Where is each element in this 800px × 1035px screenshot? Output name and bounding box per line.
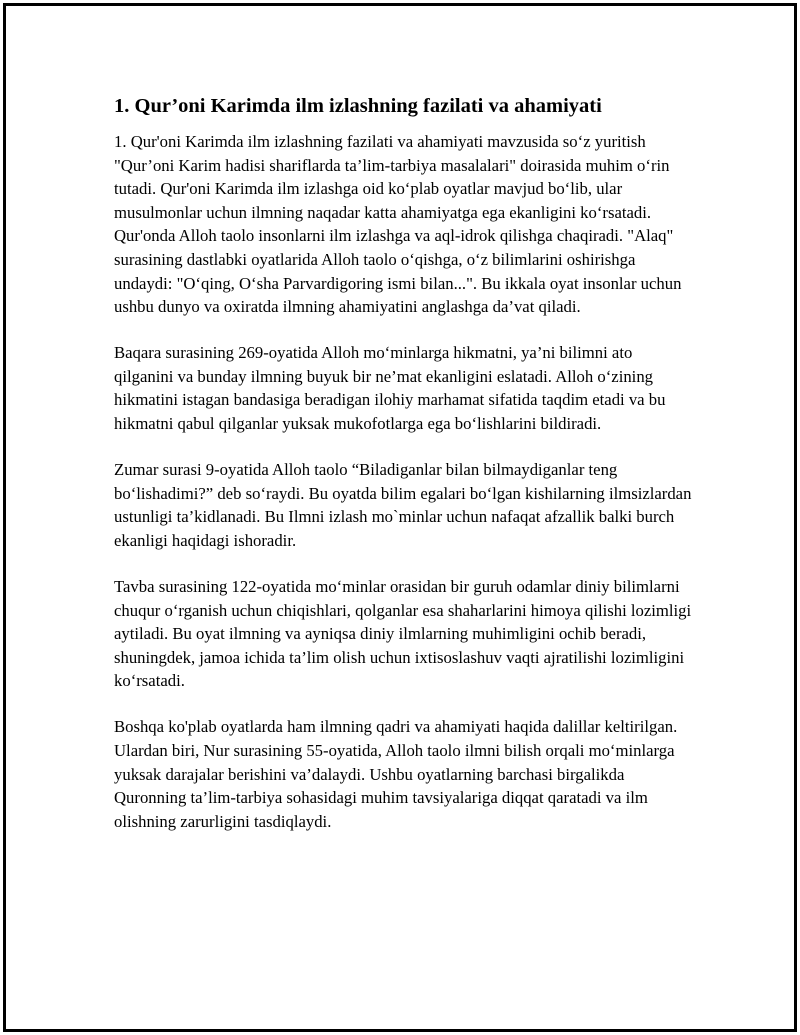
paragraph-3: Zumar surasi 9-oyatida Alloh taolo “Biladiganlar bilan bilmaydiganlar teng bo‘lishadimi?” deb so‘raydi. Bu oyatda bilim egalari bo‘lgan kishilarning ilmsizlardan ustunligi ta’kidlanadi. Bu Ilmni izlash mo`minlar uchun nafaqat afzallik balki burch ekanligi haqidagi ishoradir. <box>114 460 692 550</box>
paragraph-5: Boshqa ko'plab oyatlarda ham ilmning qadri va ahamiyati haqida dalillar keltirilgan. Ulardan biri, Nur surasining 55-oyatida, Alloh taolo ilmni bilish orqali mo‘minlarga yuksak darajalar berishini va’dalaydi. Ushbu oyatlarning barchasi birgalikda Quronning ta’lim-tarbiya sohasidagi muhim tavsiyalariga diqqat qaratadi va ilm olishning zarurligini tasdiqlaydi. <box>114 717 678 831</box>
paragraph-1: 1. Qur'oni Karimda ilm izlashning fazilati va ahamiyati mavzusida so‘z yuritish "Qur’oni Karim hadisi shariflarda ta’lim-tarbiya masalalari" doirasida muhim o‘rin tutadi. Qur'oni Karimda ilm izlashga oid ko‘plab oyatlar mavjud bo‘lib, ular musulmonlar uchun ilmning naqadar katta ahamiyatga ega ekanligini ko‘rsatadi. Qur'onda Alloh taolo insonlarni ilm izlashga va aql-idrok qilishga chaqiradi. "Alaq" surasining dastlabki oyatlarida Alloh taolo o‘qishga, o‘z bilimlarini oshirishga undaydi: "O‘qing, O‘sha Parvardigoring ismi bilan...". Bu ikkala oyat insonlar uchun ushbu dunyo va oxiratda ilmning ahamiyatini anglashga da’vat qiladi. <box>114 132 682 317</box>
document-body <box>114 92 694 856</box>
paragraph-2: Baqara surasining 269-oyatida Alloh mo‘minlarga hikmatni, ya’ni bilimni ato qilganini va bunday ilmning buyuk bir ne’mat ekanligini eslatadi. Alloh o‘zining hikmatini istagan bandasiga beradigan ilohiy marhamat sifatida taqdim etadi va bu hikmatni qabul qilganlar yuksak mukofotlarga ega bo‘lishlarini bildiradi. <box>114 343 666 434</box>
paragraph-4: Tavba surasining 122-oyatida mo‘minlar orasidan bir guruh odamlar diniy bilimlarni chuqur o‘rganish uchun chiqishlari, qolganlar esa shaharlarini himoya qilishi lozimligi aytiladi. Bu oyat ilmning va ayniqsa diniy ilmlarning muhimligini ochib beradi, shuningdek, jamoa ichida ta’lim olish uchun ixtisoslashuv vaqti ajratilishi lozimligini ko‘rsatadi. <box>114 577 692 691</box>
document-title: 1. Qur’oni Karimda ilm izlashning fazilati va ahamiyati <box>114 95 602 117</box>
